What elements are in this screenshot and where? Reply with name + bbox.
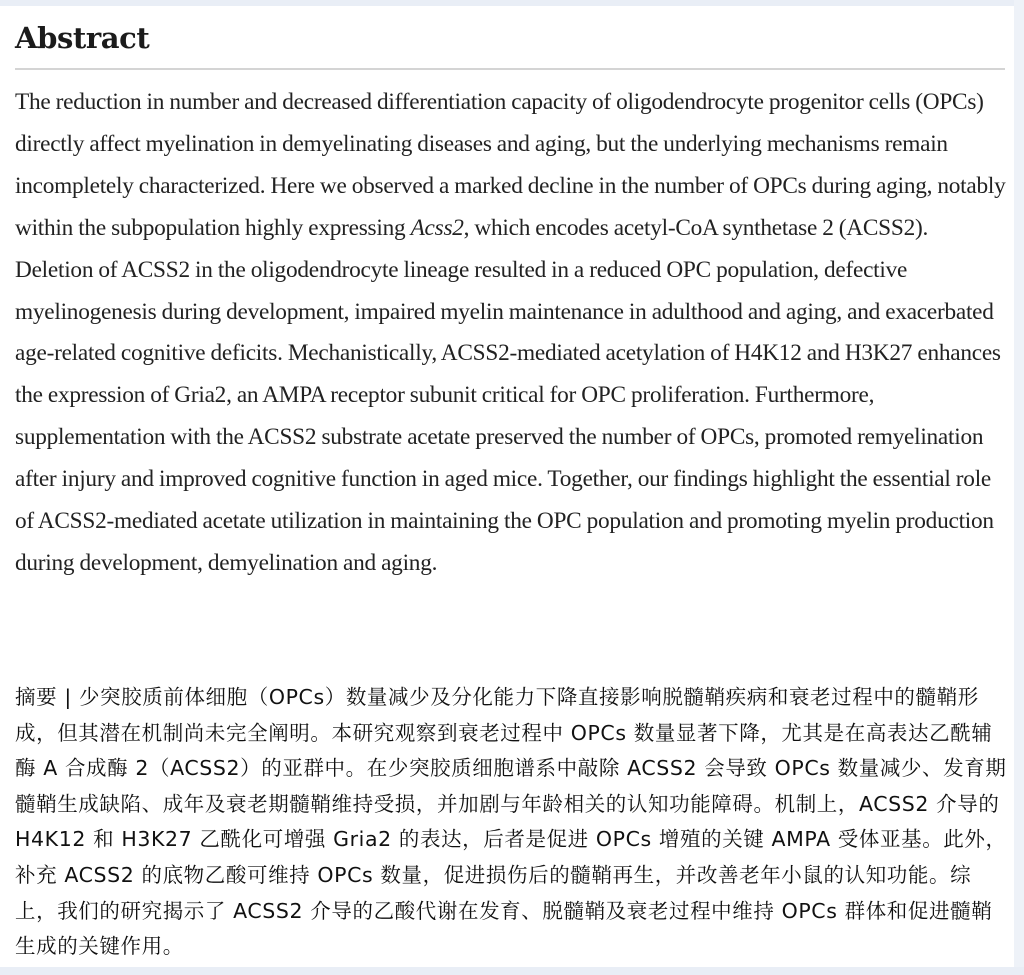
top-border <box>0 0 1024 6</box>
heading-divider <box>15 68 1005 70</box>
bottom-border <box>0 967 1024 975</box>
abstract-heading: Abstract <box>15 21 150 55</box>
gene-name-italic: Acss2 <box>410 214 464 241</box>
abstract-english-text <box>15 82 1010 585</box>
right-border <box>1014 0 1024 975</box>
abstract-english-part2: , which encodes acetyl-CoA synthetase 2 (ACSS2). Deletion of ACSS2 in the oligodendrocyte lineage resulted in a reduced OPC population, defective myelinogenesis during development, impaired myelin maintenance in adulthood and aging, and exacerbated age-related cognitive deficits. Mechanistically, ACSS2-mediated acetylation of H4K12 and H3K27 enhances the expression of Gria2, an AMPA receptor subunit critical for OPC proliferation. Furthermore, supplementation with the ACSS2 substrate acetate preserved the number of OPCs, promoted remyelination after injury and improved cognitive function in aged mice. Together, our findings highlight the essential role of ACSS2-mediated acetate utilization in maintaining the OPC population and promoting myelin production during development, demyelination and aging. <box>15 214 1001 576</box>
abstract-chinese-text: 摘要 | 少突胶质前体细胞（OPCs）数量减少及分化能力下降直接影响脱髓鞘疾病和衰老过程中的髓鞘形成，但其潜在机制尚未完全阐明。本研究观察到衰老过程中 OPCs 数量显著下降，尤其是在高表达乙酰辅酶 A 合成酶 2（ACSS2）的亚群中。在少突胶质细胞谱系中敲除 ACSS2 会导致 OPCs 数量减少、发育期髓鞘生成缺陷、成年及衰老期髓鞘维持受损，并加剧与年龄相关的认知功能障碍。机制上，ACSS2 介导的 H4K12 和 H3K27 乙酰化可增强 Gria2 的表达，后者是促进 OPCs 增殖的关键 AMPA 受体亚基。此外，补充 ACSS2 的底物乙酸可维持 OPCs 数量，促进损伤后的髓鞘再生，并改善老年小鼠的认知功能。综上，我们的研究揭示了 ACSS2 介导的乙酸代谢在发育、脱髓鞘及衰老过程中维持 OPCs 群体和促进髓鞘生成的关键作用。 <box>15 685 1007 959</box>
abstract-english-part1: The reduction in number and decreased differentiation capacity of oligodendrocyte progenitor cells (OPCs) directly affect myelination in demyelinating diseases and aging, but the underlying mechanisms remain incompletely characterized. Here we observed a marked decline in the number of OPCs during aging, notably within the subpopulation highly expressing <box>15 89 1006 241</box>
